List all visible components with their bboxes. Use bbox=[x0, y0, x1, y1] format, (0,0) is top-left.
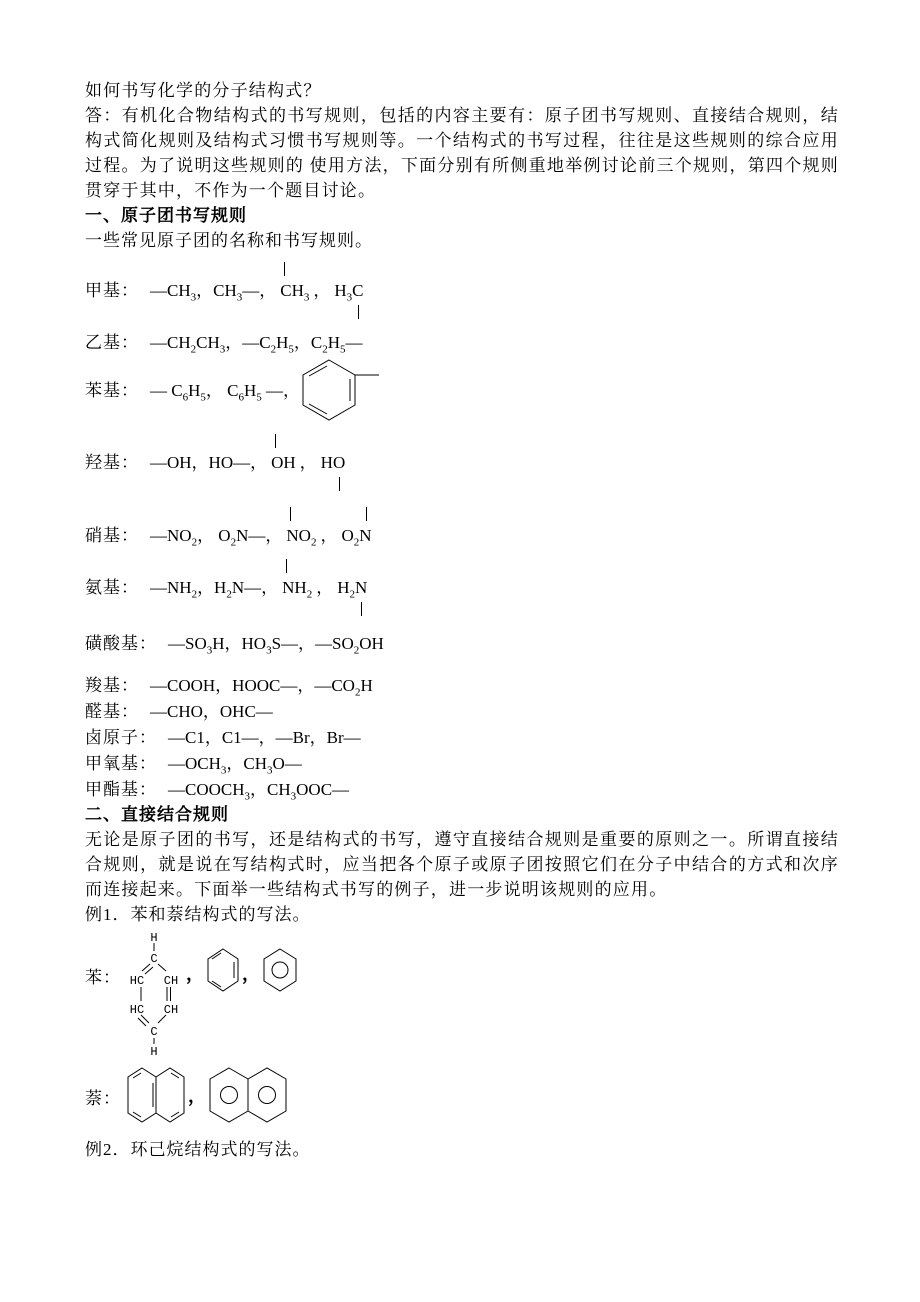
formula-part: $H_3C$ bbox=[334, 278, 363, 303]
formula-part: HO bbox=[321, 450, 346, 475]
radical-row-methyl-ester bbox=[85, 777, 839, 802]
formula-part: $—CH_3$，$CH_3—$， bbox=[150, 281, 277, 304]
naphthalene-right-ring bbox=[248, 1068, 286, 1122]
formula-part: $NO_2$ bbox=[286, 523, 316, 548]
page-title: 如何书写化学的分子结构式？ bbox=[85, 81, 322, 100]
bond-line bbox=[286, 559, 287, 573]
formula-part: $H_2N$ bbox=[337, 575, 367, 600]
formula-part: —C1，C1—，—Br，Br— bbox=[168, 728, 361, 747]
section2-heading: 二、直接结合规则 bbox=[85, 805, 229, 824]
radical-name-label: 苯基： bbox=[85, 380, 139, 400]
atom-label: C bbox=[150, 952, 158, 966]
radical-name-label: 甲氧基： bbox=[85, 754, 157, 773]
formula-part: $—COOCH_3$，$CH_3OOC—$ bbox=[168, 780, 350, 803]
formula-part: ， bbox=[320, 526, 338, 545]
radical-name-label: 甲基： bbox=[85, 281, 139, 300]
example2-caption: 例2．环己烷结构式的写法。 bbox=[85, 1140, 311, 1159]
example1-caption: 例1．苯和萘结构式的写法。 bbox=[85, 905, 311, 924]
formula-part: ， bbox=[316, 578, 334, 597]
radical-row-nitro bbox=[85, 506, 839, 548]
radical-name-label: 羟基： bbox=[85, 453, 139, 472]
radical-name-label: 甲酯基： bbox=[85, 780, 157, 799]
radical-row-aldehyde bbox=[85, 699, 839, 724]
bond-line bbox=[339, 477, 340, 491]
formula-part: ， bbox=[313, 281, 331, 300]
radical-row-ethyl bbox=[85, 330, 839, 355]
section2-paragraph: 无论是原子团的书写，还是结构式的书写，遵守直接结合规则是重要的原则之一。所谓直接结合规则，就是说在写结构式时，应当把各个原子或原子团按照它们在分子中结合的方式和次序而连接起来。下面举一些结构式书写的例子，进一步说明该规则的应用。 bbox=[85, 830, 839, 899]
radical-name-label: 羧基： bbox=[85, 676, 139, 695]
formula-part: $—CH_2CH_3$，$—C_2H_5$，$C_2H_5—$ bbox=[150, 333, 363, 356]
radical-row-carboxyl bbox=[85, 673, 839, 698]
radical-row-methoxy bbox=[85, 751, 839, 776]
radical-row-sulfo bbox=[85, 631, 839, 656]
structure-separator: ， bbox=[188, 1086, 206, 1106]
section1-subtitle: 一些常见原子团的名称和书写规则。 bbox=[85, 231, 373, 250]
radical-name-label: 氨基： bbox=[85, 578, 139, 597]
aromatic-circle bbox=[272, 962, 288, 978]
naphthalene-circles-structure bbox=[209, 1067, 287, 1123]
naphthalene-structures-row bbox=[85, 1067, 839, 1123]
formula-part: —COOH，HOOC—，$—CO_2H$ bbox=[150, 676, 373, 699]
section1-heading: 一、原子团书写规则 bbox=[85, 206, 247, 225]
benzene-hexagon bbox=[303, 360, 355, 420]
atom-label: H bbox=[150, 931, 158, 945]
formula-part: $—OCH_3$，$CH_3O—$ bbox=[168, 754, 302, 777]
radical-name-label: 硝基： bbox=[85, 526, 139, 545]
document-content bbox=[85, 78, 839, 1162]
bond-line bbox=[358, 305, 359, 319]
formula-part: $—SO_3H$，$HO_3S—$，$—SO_2OH$ bbox=[168, 634, 384, 657]
radical-row-hydroxyl bbox=[85, 433, 839, 492]
benzene-circle-structure bbox=[263, 948, 297, 992]
bond-line bbox=[284, 262, 285, 276]
naphthalene-left-ring bbox=[128, 1068, 156, 1122]
benzene-label: 苯： bbox=[85, 968, 121, 987]
formula-part: —OH，HO—， bbox=[150, 453, 268, 472]
aromatic-circle bbox=[259, 1087, 276, 1104]
formula-part: $—NO_2$， $O_2N—$， bbox=[150, 526, 283, 549]
formula-part: $NH_2$ bbox=[282, 575, 312, 600]
phenyl-ring-structure bbox=[302, 359, 380, 421]
formula-part: $O_2N$ bbox=[341, 523, 371, 548]
formula-part: $—NH_2$，$H_2N—$， bbox=[150, 578, 279, 601]
aromatic-circle bbox=[221, 1087, 238, 1104]
bond-line bbox=[290, 507, 291, 521]
formula-part: ， bbox=[299, 453, 317, 472]
bond-line bbox=[275, 434, 276, 448]
atom-label: H bbox=[150, 1045, 158, 1057]
radical-name-label: 乙基： bbox=[85, 333, 139, 352]
atom-label: CH bbox=[163, 1003, 179, 1017]
radical-row-amino bbox=[85, 558, 839, 617]
radical-name-label: 卤原子： bbox=[85, 728, 157, 747]
naphthalene-kekule-structure bbox=[127, 1067, 185, 1123]
radical-name-label: 磺酸基： bbox=[85, 634, 157, 653]
radical-list bbox=[85, 261, 839, 802]
naphthalene-right-ring bbox=[156, 1068, 184, 1122]
bond-line bbox=[366, 507, 367, 521]
radical-row-halogen bbox=[85, 725, 839, 750]
intro-paragraph: 答：有机化合物结构式的书写规则，包括的内容主要有：原子团书写规则、直接结合规则，结构式简化规则及结构式习惯书写规则等。一个结构式的书写过程，往往是这些规则的综合应用过程。为了说明这些规则的 使用方法，下面分别有所侧重地举例讨论前三个规则，第四个规则贯穿于其中，不作为一个题目讨论。 bbox=[85, 106, 839, 200]
naphthalene-label: 萘： bbox=[85, 1089, 121, 1108]
formula-part: OH bbox=[271, 450, 296, 475]
structure-separator: ， bbox=[186, 964, 204, 984]
formula-part: $CH_3$ bbox=[280, 278, 309, 303]
atom-label: CH bbox=[163, 974, 179, 988]
radical-row-phenyl bbox=[85, 359, 839, 421]
atom-label: HC bbox=[129, 974, 145, 988]
formula-part: — $C_6H_5$， $C_6H_5$ —， bbox=[150, 380, 300, 403]
bond-line bbox=[361, 602, 362, 616]
radical-name-label: 醛基： bbox=[85, 702, 139, 721]
atom-label: HC bbox=[129, 1003, 145, 1017]
formula-part: —CHO，OHC— bbox=[150, 702, 273, 721]
benzene-kekule-structure bbox=[207, 948, 239, 992]
naphthalene-left-ring bbox=[210, 1068, 248, 1122]
atom-label: C bbox=[150, 1025, 158, 1039]
radical-row-methyl bbox=[85, 261, 839, 320]
benzene-full-structure bbox=[125, 929, 183, 1057]
benzene-structures-row bbox=[85, 929, 839, 1057]
structure-separator: ， bbox=[242, 964, 260, 984]
benzene-hexagon bbox=[264, 949, 296, 991]
